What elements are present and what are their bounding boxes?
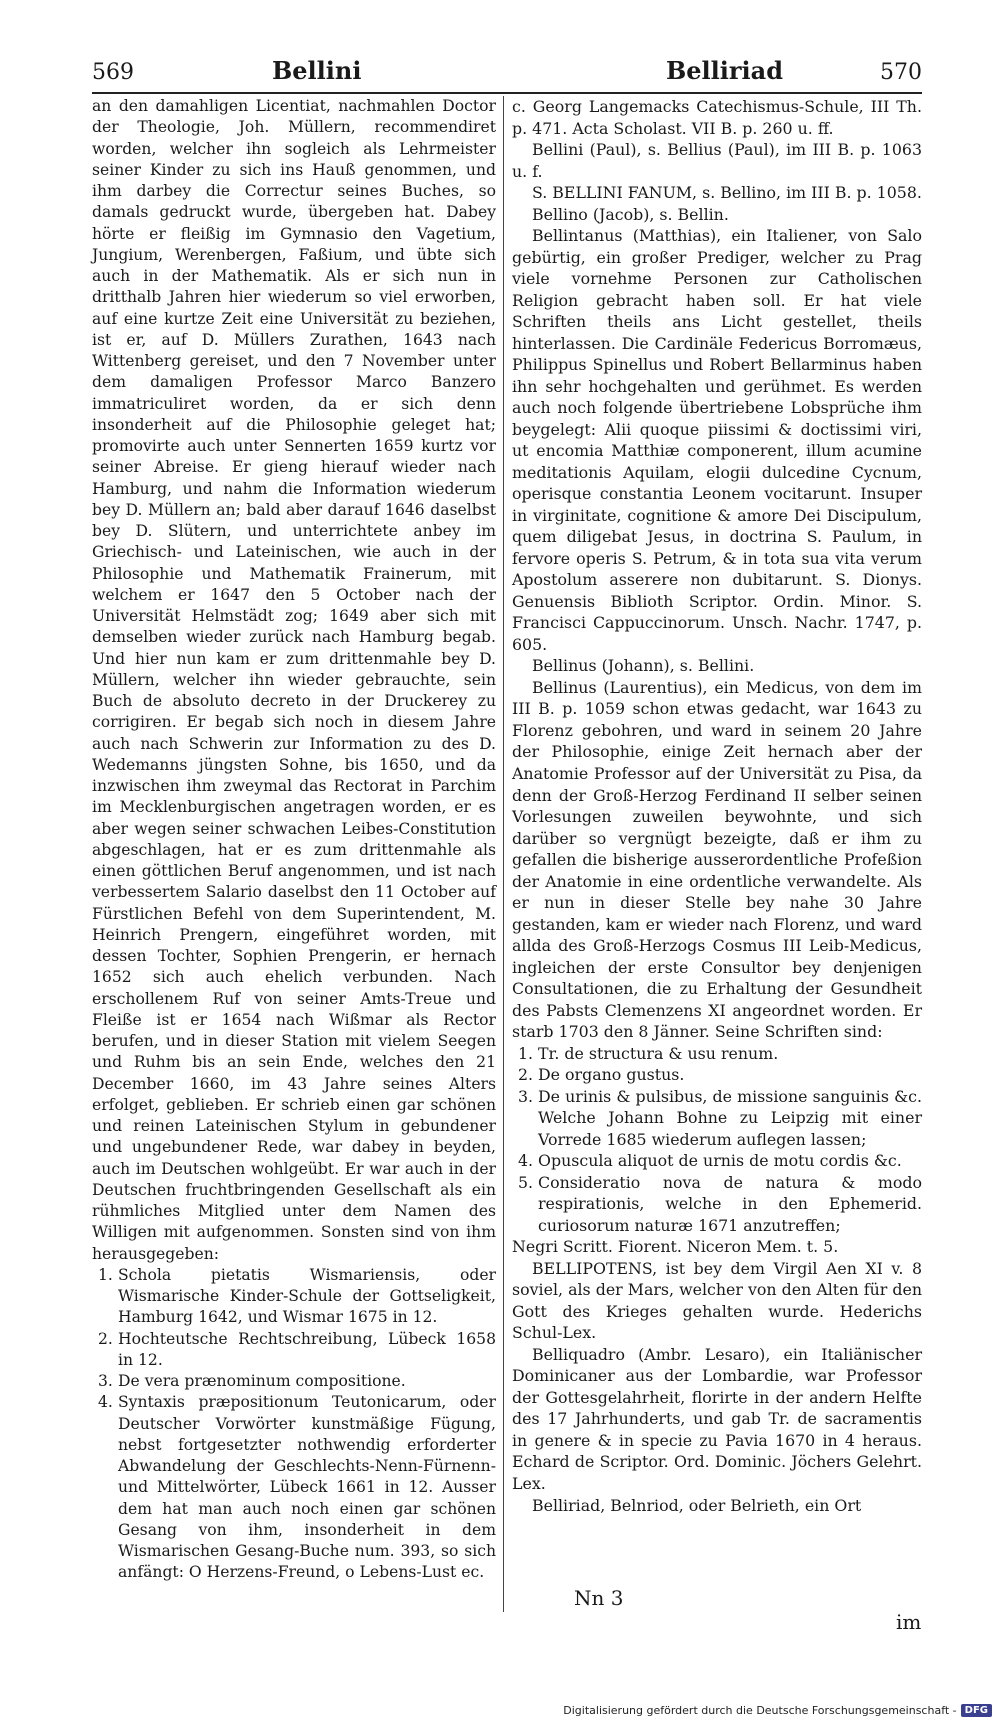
list-number: 4. [518,1151,534,1171]
entry-paragraph: Bellinus (Laurentius), ein Medicus, von dem im III B. p. 1059 schon etwas gedacht, war 1643 zu Florenz gebohren, und ward in seinem 20 Jahre der Philosophie, einige Zeit hernach aber der Anatomie Professor auf der Universität zu Pisa, da denn der Groß-Herzog Ferdinand II selber seinen Vorlesungen zuweilen beywohnte, und sich darüber so vergnügt bezeigte, daß er ihm zu gefallen die bisherige ausserordentliche Profeßion der Anatomie in eine ordentliche verwandelte. Als er nun in dieser Stelle bey nahe 30 Jahre gestanden, kam er wieder nach Florenz, und ward allda des Groß-Herzogs Cosmus III Leib-Medicus, ingleichen der erste Consultor bey denjenigen Consultationen, die zu Erhaltung der Gesundheit des Pabsts Clemenzens XI angeordnet worden. Er starb 1703 den 8 Jänner. Seine Schriften sind: [512,677,922,1042]
footer [563,1704,992,1717]
list-text: De urinis & pulsibus, de missione sanguinis &c. Welche Johann Bohne zu Leipzig mit einer Vorrede 1685 wiederum auflegen lassen; [538,1086,922,1149]
entry-paragraph: Bellinus (Johann), s. Bellini. [532,656,755,676]
entry-paragraph: BELLIPOTENS, ist bey dem Virgil Aen XI v. 8 soviel, als der Mars, welcher von den Alten für den Gott des Krieges gehalten wurde. Hederichs Schul-Lex. [512,1258,922,1343]
list-number: 5. [518,1172,534,1192]
list-item [512,1086,922,1151]
list-item [92,1329,496,1372]
list-text: De organo gustus. [538,1065,685,1085]
running-head-left: Bellini [272,56,362,85]
list-number: 4. [98,1393,113,1412]
list-text: Syntaxis præpositionum Teutonicarum, oder Deutscher Vorwörter kunstmäßige Fügung, nebst fortgesetzter nothwendig erforderter Abwandelung der Geschlechts-Nenn-Fürnenn- und Mittelwörter, Lübeck 1661 in 12. Ausser dem hat man auch noch einen gar schönen Gesang von ihm, insonderheit in dem Wismarischen Gesang-Buche num. 393, so sich anfängt: O Herzens-Freund, o Lebens-Lust ec. [118,1393,496,1582]
list-item [512,1150,922,1172]
list-text: Schola pietatis Wismariensis, oder Wismarische Kinder-Schule der Gottseligkeit, Hamburg 1642, und Wismar 1675 in 12. [118,1265,496,1327]
entry-paragraph: Bellintanus (Matthias), ein Italiener, von Salo gebürtig, ein großer Prediger, welcher zu Prag viele vornehme Personen zur Catholischen Religion gebracht haben soll. Er hat viele Schriften theils ans Licht gestellet, theils hinterlassen. Die Cardinäle Federicus Borromæus, Philippus Spinellus und Robert Bellarminus haben ihn sehr hochgehalten und gerühmet. Es werden auch noch folgende übertriebene Lobsprüche ihm beygelegt: Alii quoque piissimi & doctissimi viri, ut encomia Matthiæ componerent, illum acumine meditationis Aquilam, elogii dulcedine Cycnum, operisque constantia Leonem vocitarunt. Insuper in virginitate, cognitione & amore Dei Discipulum, quem diligebat Jesus, in doctrina S. Paulum, in fervore operis S. Petrum, & in tota sua vita verum Apostolum asserere non dubitarunt. S. Dionys. Genuensis Biblioth Scriptor. Ordin. Minor. S. Francisci Cappuccinorum. Unsch. Nachr. 1747, p. 605. [512,226,922,654]
list-number: 3. [518,1086,534,1106]
entry-paragraph: S. BELLINI FANUM, s. Bellino, im III B. p. 1058. [532,183,922,203]
list-text: Hochteutsche Rechtschreibung, Lübeck 1658 in 12. [118,1329,496,1369]
page-header [92,56,922,92]
header-rule [92,92,922,94]
list-item [92,1265,496,1329]
list-number: 2. [98,1329,113,1348]
page-number-right: 570 [880,60,922,85]
running-head-right: Belliriad [666,56,783,85]
footer-text: Digitalisierung gefördert durch die Deutsche Forschungsgemeinschaft - [563,1704,957,1717]
right-column [512,96,922,1516]
left-column [92,96,496,1584]
list-number: 2. [518,1065,534,1085]
dfg-logo: DFG [961,1704,992,1717]
entry-paragraph: Bellini (Paul), s. Bellius (Paul), im III B. p. 1063 u. f. [512,140,922,181]
entry-paragraph: Belliquadro (Ambr. Lesaro), ein Italiänischer Dominicaner aus der Lombardie, war Professor der Gottesgelahrheit, florirte in der andern Helfte des 17 Jahrhunderts, und gab Tr. de sacramentis in genere & in specie zu Pavia 1670 in 4 heraus. Echard de Scriptor. Ord. Dominic. Jöchers Gelehrt. Lex. [512,1344,922,1493]
list-text: Consideratio nova de natura & modo respirationis, welche in den Ephemerid. curiosorum naturæ 1671 anzutreffen; [538,1172,922,1235]
list-item [512,1043,922,1065]
list-text: De vera prænominum compositione. [118,1372,406,1390]
list-item [92,1371,496,1392]
page-number-left: 569 [92,60,134,85]
list-number: 1. [518,1043,534,1063]
column-divider [503,96,504,1612]
signature-mark: Nn 3 [574,1586,624,1610]
list-item [92,1392,496,1583]
list-item [512,1172,922,1237]
catchword: im [896,1610,922,1634]
entry-paragraph: Negri Scritt. Fiorent. Niceron Mem. t. 5. [512,1237,839,1257]
entry-paragraph: Bellino (Jacob), s. Bellin. [532,204,729,224]
list-item [512,1064,922,1086]
entry-paragraph: Belliriad, Belnriod, oder Belrieth, ein Ort [532,1495,862,1515]
list-number: 1. [98,1265,113,1284]
list-number: 3. [98,1372,113,1390]
list-text: Tr. de structura & usu renum. [538,1043,779,1063]
entry-paragraph: an den damahligen Licentiat, nachmahlen Doctor der Theologie, Joh. Müllern, recommendiret worden, welcher ihn sogleich als Lehrmeister seiner Kinder zu sich ins Hauß genommen, und ihm darbey die Correctur seines Buches, so damals gedruckt wurde, übergeben hat. Dabey hörte er fleißig im Gymnasio den Vagetium, Jungium, Werenbergen, Faßium, und übte sich auch in der Mathematik. Als er sich nun in dritthalb Jahren hier wiederum so viel erworben, auf eine kurtze Zeit eine Universität zu beziehen, ist er, auf D. Müllers Zurathen, 1643 nach Wittenberg gereiset, und den 7 November unter dem damaligen Professor Marco Banzero immatriculiret worden, da er sich denn insonderheit auf die Philosophie geleget hat; promovirte auch unter Sennerten 1659 kurtz vor seiner Abreise. Er gieng hierauf wieder nach Hamburg, und nahm die Information wiederum bey D. Müllern an; bald aber darauf 1646 daselbst bey D. Slütern, und unterrichtete anbey im Griechisch- und Lateinischen, wie auch in der Philosophie und Mathematik Frainerum, mit welchem er 1647 den 5 October nach der Universität Helmstädt zog; 1649 aber sich mit demselben wieder zurück nach Hamburg begab. Und hier nun kam er zum drittenmahle bey D. Müllern, welcher ihn wieder gebrauchte, sein Buch de absoluto decreto in der Druckerey zu corrigiren. Er begab sich noch in diesem Jahre auch nach Schwerin zur Information zu des D. Wedemanns jüngsten Sohne, bis 1650, und da inzwischen ihm zweymal das Rectorat in Parchim im Mecklenburgischen angetragen worden, er es aber wegen seiner schwachen Leibes-Constitution abgeschlagen, hat er es zum drittenmahle als einen göttlichen Beruf angenommen, und ist nach verbessertem Salario daselbst den 11 October auf Fürstlichen Befehl von dem Superintendent, M. Heinrich Prengern, eingeführet worden, mit dessen Tochter, Sophien Prengerin, er hernach 1652 sich auch ehelich verbunden. Nach erschollenem Ruf von seiner Amts-Treue und Fleiße ist er 1654 nach Wißmar als Rector berufen, und in dieser Station mit vielem Seegen und Ruhm bis an sein Ende, welches den 21 December 1660, im 43 Jahre seines Alters erfolget, geblieben. Er schrieb einen gar schönen und reinen Lateinischen Stylum in gebundener und ungebundener Rede, war dabey in beyden, auch im Deutschen wohlgeübt. Er war auch in der Deutschen fruchtbringenden Gesellschaft als ein rühmliches Mitglied unter dem Namen des Willigen mit aufgenommen. Sonsten sind von ihm herausgegeben: [92,97,496,1263]
list-text: Opuscula aliquot de urnis de motu cordis &c. [538,1151,902,1171]
entry-paragraph: c. Georg Langemacks Catechismus-Schule, III Th. p. 471. Acta Scholast. VII B. p. 260 u. ff. [512,97,922,138]
